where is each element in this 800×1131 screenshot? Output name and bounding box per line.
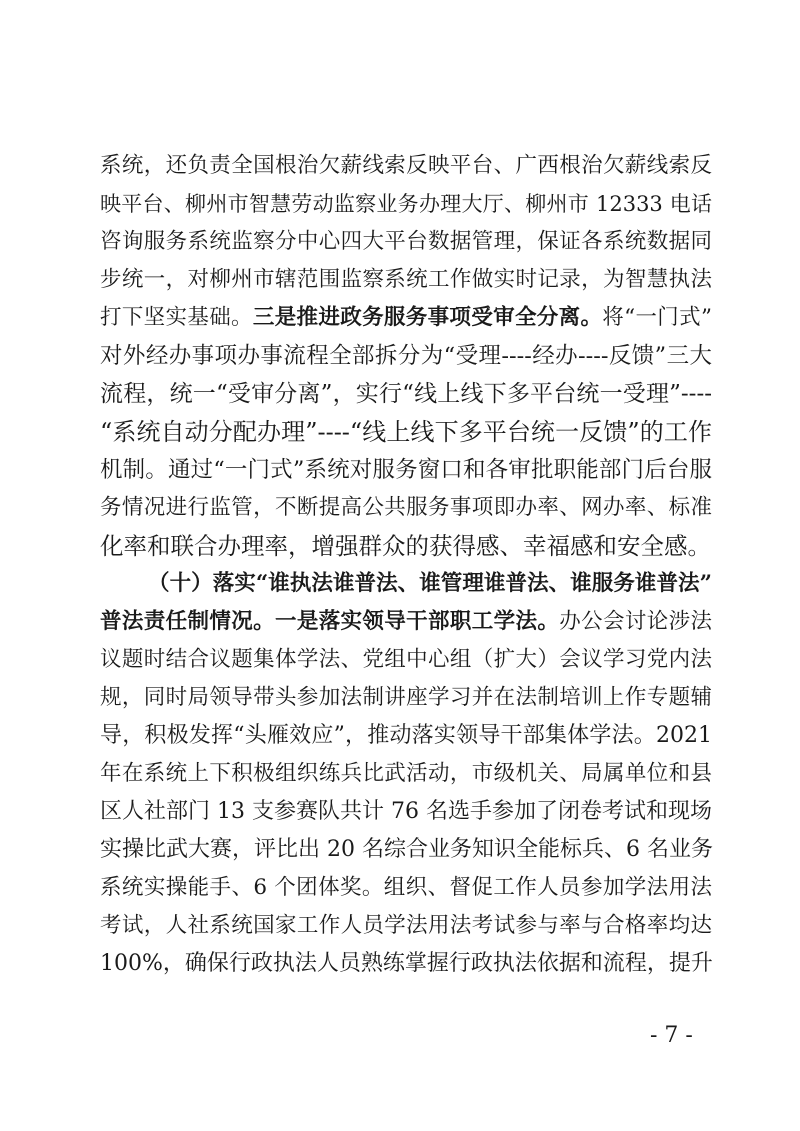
bold-heading-run: 三是推进政务服务事项受审全分离。 (252, 305, 603, 330)
paragraph-line: 实操比武大赛，评比出 20 名综合业务知识全能标兵、6 名业务 (100, 837, 713, 862)
text-run: 办公会讨论涉法 (559, 609, 712, 634)
paragraph-line: 对外经办事项办事流程全部拆分为“受理----经办----反馈”三大 (100, 343, 712, 369)
paragraph-line: 咨询服务系统监察分中心四大平台数据管理，保证各系统数据同 (100, 229, 712, 254)
paragraph-line: 议题时结合议题集体学法、党组中心组（扩大）会议学习党内法 (100, 647, 712, 672)
text-run: 将“一门式” (602, 305, 712, 330)
section-heading: （十）落实“谁执法谁普法、谁管理谁普法、谁服务谁普法” (148, 571, 712, 596)
paragraph-line: 化率和联合办理率，增强群众的获得感、幸福感和安全感。 (100, 532, 711, 560)
paragraph-line (100, 606, 712, 640)
paragraph-line: 年在系统上下积极组织练兵比武活动，市级机关、局属单位和县 (100, 761, 712, 786)
text-run: 打下坚实基础。 (100, 305, 253, 330)
page-number: - 7 - (650, 1023, 693, 1048)
paragraph-line: 考试，人社系统国家工作人员学法用法考试参与率与合格率均达 (100, 913, 712, 938)
paragraph-line: “系统自动分配办理”----“线上线下多平台统一反馈”的工作 (100, 418, 712, 446)
paragraph-line (100, 302, 712, 336)
bold-heading-run: 一是落实领导干部职工学法。 (274, 609, 560, 634)
paragraph-line: 流程，统一“受审分离”，实行“线上线下多平台统一受理”---- (100, 381, 712, 407)
paragraph-line: 映平台、柳州市智慧劳动监察业务办理大厅、柳州市 12333 电话 (100, 192, 712, 216)
paragraph-line: 规，同时局领导带头参加法制讲座学习并在法制培训上作专题辅 (100, 685, 712, 710)
paragraph-line: 100%，确保行政执法人员熟练掌握行政执法依据和流程，提升 (100, 951, 713, 976)
paragraph-line: 区人社部门 13 支参赛队共计 76 名选手参加了闭卷考试和现场 (100, 799, 712, 824)
bold-heading-run: 普法责任制情况。 (100, 609, 275, 634)
paragraph-line: 务情况进行监管，不断提高公共服务事项即办率、网办率、标准 (100, 495, 712, 520)
paragraph-line: 导，积极发挥“头雁效应”，推动落实领导干部集体学法。2021 (100, 723, 712, 748)
paragraph-line: 步统一，对柳州市辖范围监察系统工作做实时记录，为智慧执法 (100, 267, 712, 292)
paragraph-line: 机制。通过“一门式”系统对服务窗口和各审批职能部门后台服 (100, 457, 712, 483)
paragraph-line: 系统实操能手、6 个团体奖。组织、督促工作人员参加学法用法 (100, 875, 712, 900)
paragraph-line: 系统，还负责全国根治欠薪线索反映平台、广西根治欠薪线索反 (100, 153, 712, 178)
